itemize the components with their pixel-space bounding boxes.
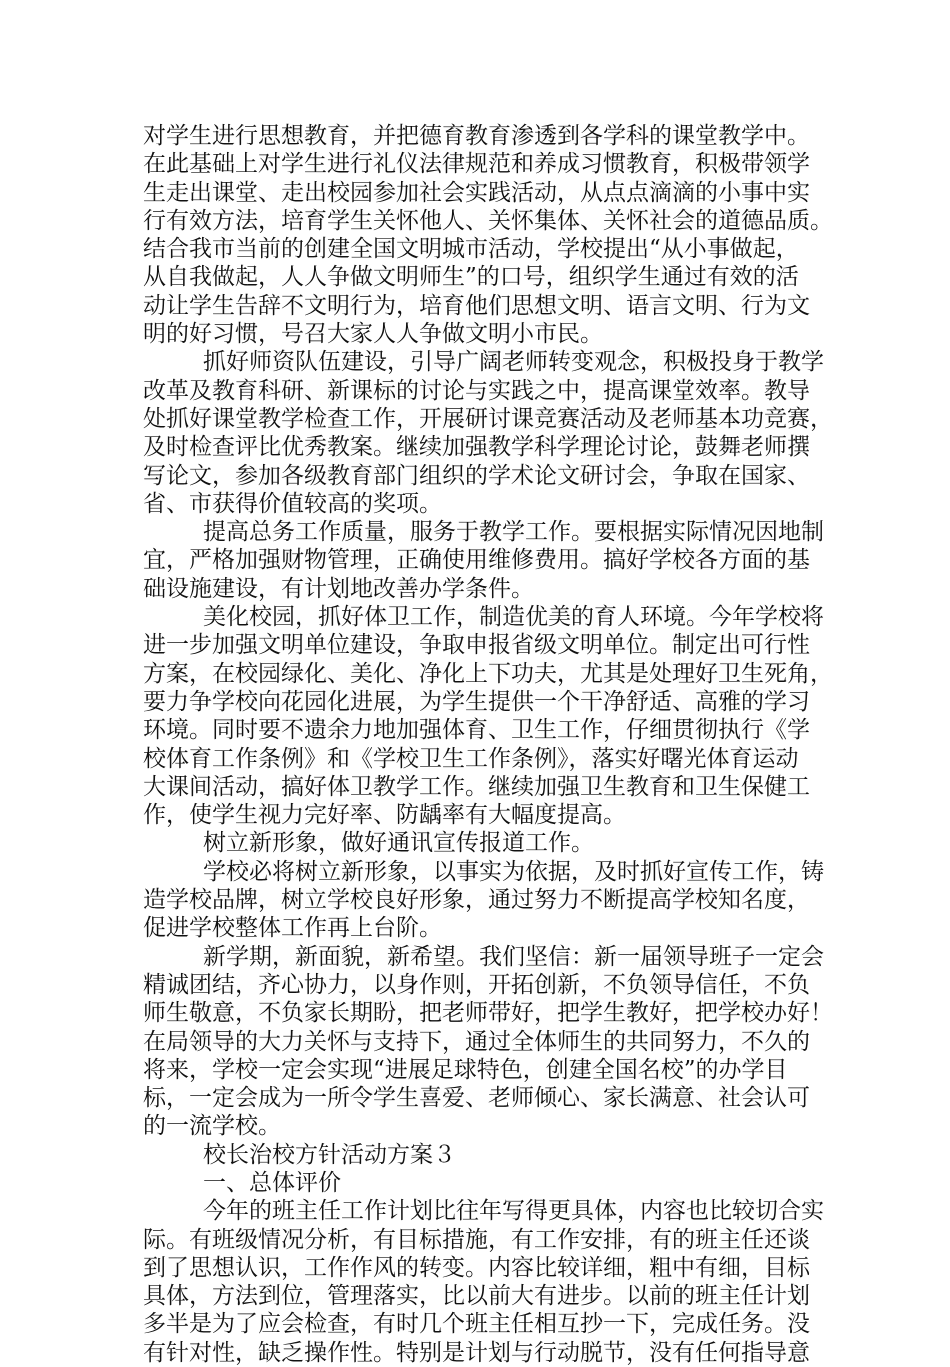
text-line: 环境。同时要不遗余力地加强体育、卫生工作，仔细贯彻执行《学: [143, 717, 810, 744]
text-line: 处抓好课堂教学检查工作，开展研讨课竞赛活动及老师基本功竞赛，: [143, 405, 833, 432]
text-line: 校体育工作条例》和《学校卫生工作条例》，落实好曙光体育运动: [143, 745, 799, 772]
text-line: 美化校园，抓好体卫工作，制造优美的育人环境。今年学校将: [203, 604, 824, 631]
text-line: 新学期，新面貌，新希望。我们坚信：新一届领导班子一定会: [203, 943, 824, 970]
text-line: 具体，方法到位，管理落实，比以前大有进步。以前的班主任计划: [143, 1283, 810, 1310]
text-line: 一、总体评价: [203, 1169, 341, 1196]
text-line: 师生敬意，不负家长期盼，把老师带好，把学生教好，把学校办好！: [143, 1000, 833, 1027]
text-line: 对学生进行思想教育，并把德育教育渗透到各学科的课堂教学中。: [143, 123, 810, 149]
text-line: 在局领导的大力关怀与支持下，通过全体师生的共同努力，不久的: [143, 1028, 810, 1055]
text-line: 学校必将树立新形象，以事实为依据，及时抓好宣传工作，铸: [203, 858, 824, 885]
text-line: 宜，严格加强财物管理，正确使用维修费用。搞好学校各方面的基: [143, 547, 810, 574]
text-line: 明的好习惯，号召大家人人争做文明小市民。: [143, 321, 603, 348]
text-line: 将来，学校一定会实现“进展足球特色，创建全国名校”的办学目: [143, 1056, 788, 1083]
text-line: 进一步加强文明单位建设，争取申报省级文明单位。制定出可行性: [143, 632, 810, 659]
text-line: 结合我市当前的创建全国文明城市活动，学校提出“从小事做起，: [143, 236, 799, 263]
text-line: 及时检查评比优秀教案。继续加强教学科学理论讨论，鼓舞老师撰: [143, 434, 810, 461]
text-line: 际。有班级情况分析，有目标措施，有工作安排，有的班主任还谈: [143, 1226, 810, 1253]
text-line: 抓好师资队伍建设，引导广阔老师转变观念，积极投身于教学: [203, 349, 824, 376]
text-line: 标，一定会成为一所令学生喜爱、老师倾心、家长满意、社会认可: [143, 1085, 810, 1112]
text-line: 省、市获得价值较高的奖项。: [143, 490, 442, 517]
text-line: 础设施建设，有计划地改善办学条件。: [143, 575, 534, 602]
text-line: 方案，在校园绿化、美化、净化上下功夫，尤其是处理好卫生死角，: [143, 660, 833, 687]
text-line: 今年的班主任工作计划比往年写得更具体，内容也比较切合实: [203, 1198, 824, 1225]
text-line: 到了思想认识，工作作风的转变。内容比较详细，粗中有细，目标: [143, 1254, 810, 1281]
text-line: 树立新形象，做好通讯宣传报道工作。: [203, 830, 594, 857]
text-line: 造学校品牌，树立学校良好形象，通过努力不断提高学校知名度，: [143, 887, 810, 914]
text-line: 作，使学生视力完好率、防龋率有大幅度提高。: [143, 802, 626, 829]
text-line: 改革及教育科研、新课标的讨论与实践之中，提高课堂效率。教导: [143, 377, 810, 404]
text-line: 要力争学校向花园化进展，为学生提供一个干净舒适、高雅的学习: [143, 688, 810, 715]
text-line: 校长治校方针活动方案３: [203, 1141, 456, 1168]
text-line: 写论文，参加各级教育部门组织的学术论文研讨会，争取在国家、: [143, 462, 810, 489]
text-line: 行有效方法，培育学生关怀他人、关怀集体、关怀社会的道德品质。: [143, 207, 833, 234]
text-line: 提高总务工作质量，服务于教学工作。要根据实际情况因地制: [203, 519, 824, 546]
text-line: 多半是为了应会检查，有时几个班主任相互抄一下，完成任务。没: [143, 1311, 810, 1338]
text-line: 大课间活动，搞好体卫教学工作。继续加强卫生教育和卫生保健工: [143, 773, 810, 800]
text-line: 在此基础上对学生进行礼仪法律规范和养成习惯教育，积极带领学: [143, 151, 810, 178]
text-line: 从自我做起，人人争做文明师生”的口号，组织学生通过有效的活: [143, 264, 799, 291]
text-line: 促进学校整体工作再上台阶。: [143, 915, 442, 942]
text-line: 动让学生告辞不文明行为，培育他们思想文明、语言文明、行为文: [143, 292, 810, 319]
text-line: 的一流学校。: [143, 1113, 281, 1140]
document-page: [143, 122, 833, 1367]
text-line: 生走出课堂、走出校园参加社会实践活动，从点点滴滴的小事中实: [143, 179, 810, 206]
text-line: 精诚团结，齐心协力，以身作则，开拓创新，不负领导信任，不负: [143, 971, 810, 998]
text-line: 有针对性，缺乏操作性。特别是计划与行动脱节，没有任何指导意: [143, 1339, 810, 1366]
